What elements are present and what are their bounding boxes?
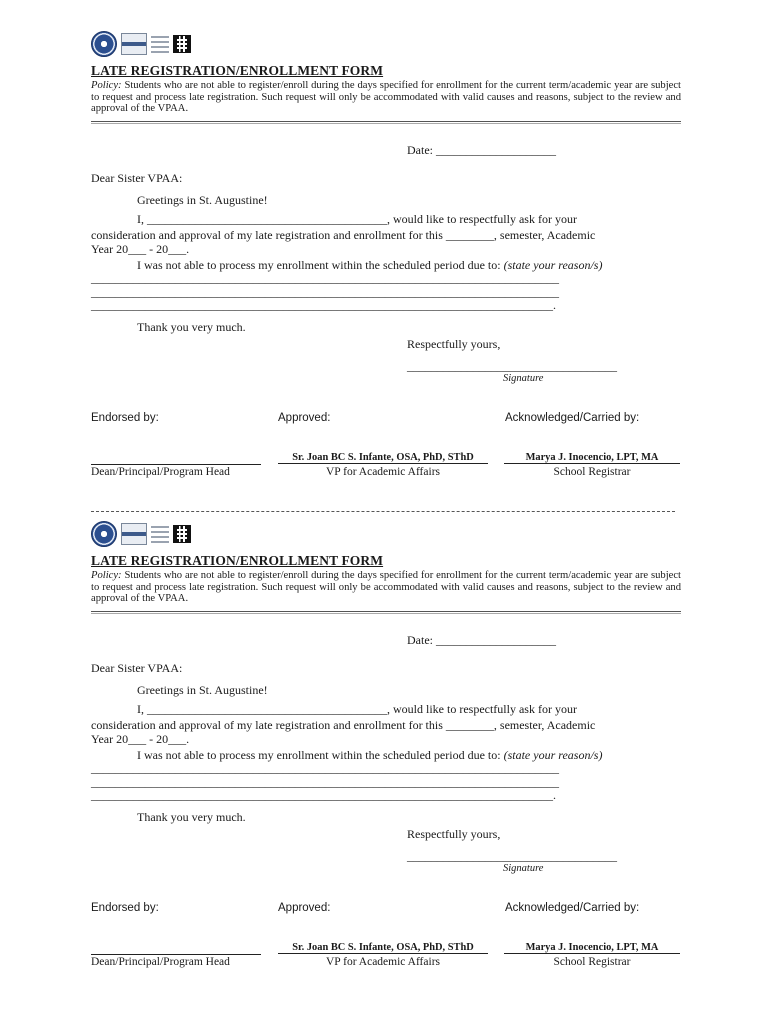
policy-paragraph: [91, 570, 681, 605]
academic-year-line[interactable]: Year 20___ - 20___.: [91, 732, 190, 746]
header-logos: [91, 521, 191, 547]
student-name-line[interactable]: I, ________________________________________, would like to respectfully ask for your: [137, 212, 577, 226]
vp-role: VP for Academic Affairs: [325, 466, 440, 478]
sign-off: Respectfully yours,: [407, 337, 501, 351]
reason-hint: (state your reason/s): [503, 748, 603, 762]
header-logos: [91, 31, 191, 57]
closing-line: Thank you very much.: [137, 320, 246, 334]
qr-code-icon: [173, 35, 191, 53]
school-seal-icon: [91, 521, 117, 547]
semester-line[interactable]: consideration and approval of my late registration and enrollment for this ________, semester, Academic: [91, 228, 596, 242]
registrar-role: School Registrar: [553, 956, 631, 968]
salutation: Dear Sister VPAA:: [91, 171, 183, 185]
sign-off: Respectfully yours,: [407, 827, 501, 841]
endorsed-by-label: Endorsed by:: [91, 412, 159, 424]
closing-line: Thank you very much.: [137, 810, 246, 824]
approved-label: Approved:: [278, 412, 331, 424]
school-seal-icon: [91, 31, 117, 57]
greeting: Greetings in St. Augustine!: [137, 193, 268, 207]
certification-text-icon: [151, 34, 169, 54]
reason-text: I was not able to process my enrollment within the scheduled period due to:: [137, 748, 504, 762]
student-name-line[interactable]: I, ________________________________________, would like to respectfully ask for your: [137, 702, 577, 716]
header-divider: [91, 611, 681, 614]
endorsed-by-label: Endorsed by:: [91, 902, 159, 914]
date-field[interactable]: Date: ____________________: [407, 633, 556, 647]
policy-text: Students who are not able to register/enroll during the days specified for enrollment for the current term/academic year are subject to request and process late registration. Such request will only be accommodated with valid causes and reasons, subject to the review and approval of the VPAA.: [91, 80, 681, 114]
certification-badge-icon: [121, 33, 147, 55]
reason-blank-line[interactable]: _____________________________________________________________________________.: [91, 788, 556, 802]
form-title: LATE REGISTRATION/ENROLLMENT FORM: [91, 63, 384, 78]
date-field[interactable]: Date: ____________________: [407, 143, 556, 157]
semester-line[interactable]: consideration and approval of my late registration and enrollment for this ________, semester, Academic: [91, 718, 596, 732]
qr-code-icon: [173, 525, 191, 543]
policy-label: Policy:: [91, 570, 122, 581]
reason-blank-line[interactable]: ______________________________________________________________________________: [91, 761, 559, 775]
dean-signature-line[interactable]: [91, 452, 261, 465]
reason-blank-line[interactable]: ______________________________________________________________________________: [91, 775, 559, 789]
certification-badge-icon: [121, 523, 147, 545]
certification-text-icon: [151, 524, 169, 544]
header-divider: [91, 121, 681, 124]
registrar-name: Marya J. Inocencio, LPT, MA: [504, 452, 680, 464]
reason-blank-line[interactable]: ______________________________________________________________________________: [91, 271, 559, 285]
reason-blank-line[interactable]: _____________________________________________________________________________.: [91, 298, 556, 312]
form-title: LATE REGISTRATION/ENROLLMENT FORM: [91, 553, 384, 568]
late-registration-form-1: [0, 0, 770, 490]
signature-caption: Signature: [503, 863, 544, 874]
vp-name: Sr. Joan BC S. Infante, OSA, PhD, SThD: [278, 942, 488, 954]
signature-caption: Signature: [503, 373, 544, 384]
salutation: Dear Sister VPAA:: [91, 661, 183, 675]
dean-role: Dean/Principal/Program Head: [91, 956, 230, 968]
late-registration-form-2: [0, 490, 770, 980]
academic-year-line[interactable]: Year 20___ - 20___.: [91, 242, 190, 256]
acknowledged-label: Acknowledged/Carried by:: [505, 902, 640, 914]
policy-text: Students who are not able to register/enroll during the days specified for enrollment for the current term/academic year are subject to request and process late registration. Such request will only be accommodated with valid causes and reasons, subject to the review and approval of the VPAA.: [91, 570, 681, 604]
reason-text: I was not able to process my enrollment within the scheduled period due to:: [137, 258, 504, 272]
registrar-role: School Registrar: [553, 466, 631, 478]
policy-paragraph: [91, 80, 681, 115]
registrar-name: Marya J. Inocencio, LPT, MA: [504, 942, 680, 954]
student-signature-line[interactable]: ___________________________________: [407, 849, 617, 863]
acknowledged-label: Acknowledged/Carried by:: [505, 412, 640, 424]
greeting: Greetings in St. Augustine!: [137, 683, 268, 697]
dean-role: Dean/Principal/Program Head: [91, 466, 230, 478]
policy-label: Policy:: [91, 80, 122, 91]
reason-blank-line[interactable]: ______________________________________________________________________________: [91, 285, 559, 299]
vp-role: VP for Academic Affairs: [325, 956, 440, 968]
dean-signature-line[interactable]: [91, 942, 261, 955]
vp-name: Sr. Joan BC S. Infante, OSA, PhD, SThD: [278, 452, 488, 464]
reason-hint: (state your reason/s): [503, 258, 603, 272]
student-signature-line[interactable]: ___________________________________: [407, 359, 617, 373]
approved-label: Approved:: [278, 902, 331, 914]
